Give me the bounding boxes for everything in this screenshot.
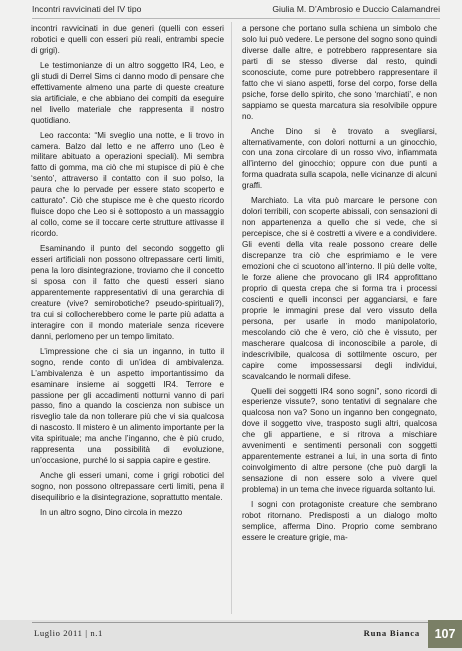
paragraph: Esaminando il punto del secondo soggetto gli esseri artificiali non possono oltrepassare certi limiti, pena la loro disintegrazione, troviamo che il concetto si sposa con il fatto che questi esseri siano apparentemente rappresentativi di una gerarchia di creature (vive? semirobotiche? pseudo-spirituali?), tra cui si collocherebbero come le parte più adatta a interagire con il mondo materiale senza ricevere danni, perlomeno per un tempo limitato. [31, 244, 224, 341]
header-article-title: Incontri ravvicinati del IV tipo [32, 4, 142, 14]
footer-issue: Luglio 2011 | n.1 [34, 628, 103, 638]
paragraph: L’impressione che ci sia un inganno, in tutto il sogno, rende conto di un’idea di ambivalenza. L’ambivalenza è un aspetto importantissimo da esaminare insieme ai soggetti IR4. Terrore e passione per gli accadimenti notturni vanno di pari passo, fino a quando la coscienza non subisce un risveglio tale da non tollerare più che vi sia qualcosa di nascosto. Il mistero è un alimento importante per la vita spirituale; ma anche l’inganno, che è più crudo, rappresenta una possibilità di evoluzione, un’occasione, purché lo si sappia capire e gestire. [31, 346, 224, 466]
page-number: 107 [428, 620, 462, 648]
left-column [31, 24, 224, 614]
footer-magazine-name: Runa Bianca [363, 628, 420, 638]
running-header [32, 4, 440, 18]
paragraph: Marchiato. La vita può marcare le persone con dolori terribili, con scoperte abissali, con sensazioni di non appartenenza a quello che si vede, che si percepisce, che si è costretti a vivere e a condividere. Gli eventi della vita reale possono creare delle discrepanze tra ciò che esprimiamo e le vere emozioni che ci scuotono all’interno. Il più delle volte, le forze aliene che provocano gli IR4 approfittano proprio di questa crepa che si forma tra i processi coscienti e quelli inconsci per agganciarsi, e fare proprie le immagini prese dal vero vissuto della persona, per usarle in modo manipolatorio, mescolando ciò che è vero, ciò che è vissuto, per mascherare qualcosa di inconoscibile a parole, di indescrivibile, qualcosa di sottilmente oscuro, per capire come impossessarsi degli individui, scavalcando le normali difese. [242, 196, 437, 381]
footer-rule [32, 622, 430, 623]
paragraph: Quelli dei soggetti IR4 sono sogni”, sono ricordi di esperienze vissute?, sono tentativi di segnalare che qualcosa non va? Sono un inganno ben congegnato, dove il soggetto vive, trasposto sugli altri, qualcosa che gli appartiene, e si ritrova a mischiare avvenimenti e sentimenti personali con soggetti apparentemente estranei a lui, in una sorta di finto coinvolgimento di altre persone (che può dargli la sensazione di non essere solo a vivere quel problema) in un tema che invece riguarda soltanto lui. [242, 386, 437, 495]
paragraph: I sogni con protagoniste creature che sembrano robot ritornano. Predisposti a un dialogo molto semplice, afferma Dino. Proprio come sembrano essere le creature grigie, ma- [242, 500, 437, 542]
paragraph: In un altro sogno, Dino circola in mezzo [40, 508, 183, 518]
paragraph: Le testimonianze di un altro soggetto IR4, Leo, e gli studi di Derrel Sims ci danno modo di pensare che effettivamente almeno una parte di queste creature sia artificiale, e che abbiano dei compiti da eseguire nel livello materiale che rappresenta il nostro quotidiano. [31, 60, 224, 125]
header-rule [32, 18, 440, 19]
paragraph: Anche gli esseri umani, come i grigi robotici del sogno, non possono oltrepassare certi limiti, pena il disequilibrio e la disintegrazione, soprattutto mentale. [31, 471, 224, 503]
paragraph: Leo racconta: “Mi sveglio una notte, e li trovo in camera. Balzo dal letto e ne afferro uno (Leo è militare abituato a operazioni speciali). Mi sembra fatto di gomma, ma ciò che mi stupisce di più è che ‘sento’, attraverso il contatto con il suo polso, la paura che lo pervade per essere stato scoperto e catturato”. Ciò che stupisce me è che questo ricordo fluisce dopo che Leo si è sottoposto a un massaggio al collo, come se il toccare certe strutture attivasse il ricordo. [31, 130, 224, 239]
header-authors: Giulia M. D’Ambrosio e Duccio Calamandrei [272, 4, 440, 14]
paragraph: Anche Dino si è trovato a svegliarsi, alternativamente, con dolori notturni a un ginocchio, con una zona circolare di un rosso vivo, infiammata all’interno del ginocchio; oppure con due punti a forma quadrata sulla scapola, nelle vicinanze di alcuni graffi. [242, 126, 437, 191]
right-column [242, 24, 437, 614]
paragraph: incontri ravvicinati in due generi (quelli con esseri robotici e quelli con esseri più reali, entrambi specie di grigi). [31, 24, 224, 55]
paragraph: a persone che portano sulla schiena un simbolo che solo lui può vedere. Le persone del sogno sono quindi diverse dalle altre, e potrebbero rappresentare sia parti di se stesso diverse dal resto, quindi sconosciute, come pure potrebbero rappresentare il fatto che vi siano aspetti, forse del corpo, forse della psiche, forse dello spirito, che sono ‘marchiati’, e non sappiamo se questa marcatura sia resolvibile oppure no. [242, 24, 437, 121]
column-divider [231, 22, 232, 614]
